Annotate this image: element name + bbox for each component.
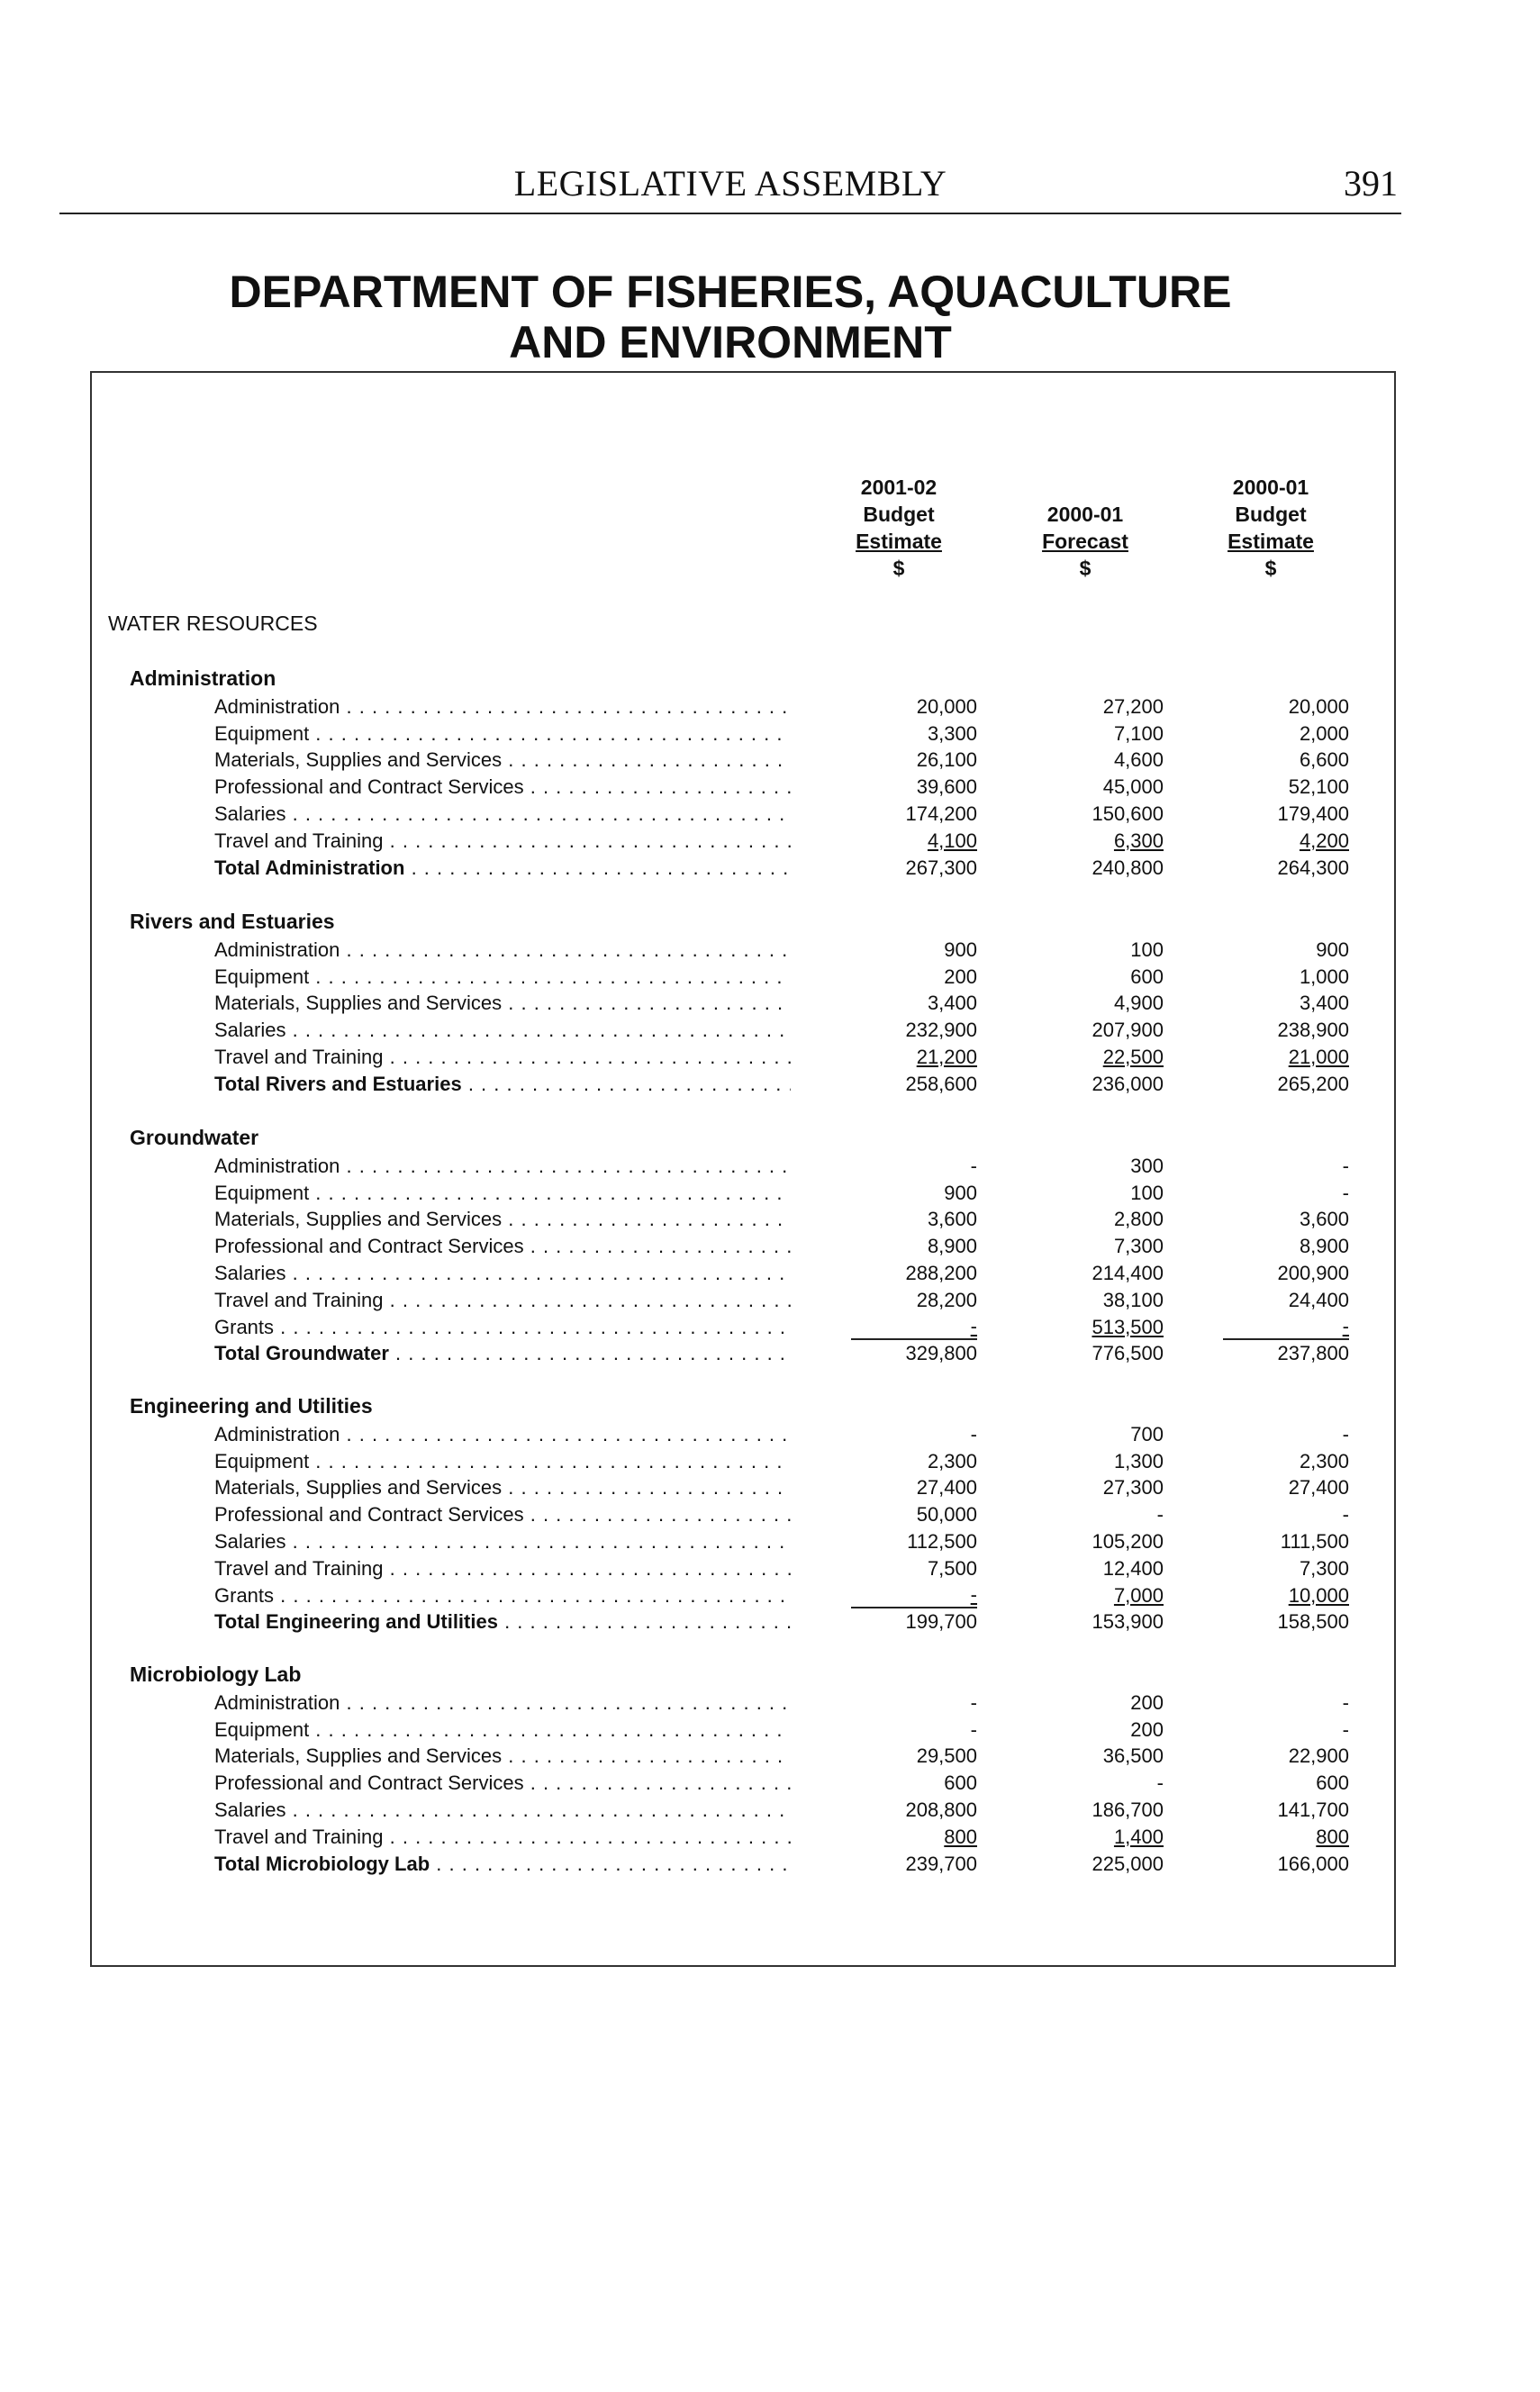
column-header-line: Estimate — [856, 530, 942, 553]
row-label: Equipment . . . — [214, 1448, 791, 1475]
total-label: Total Engineering and Utilities . . . — [214, 1608, 791, 1635]
total-row — [214, 1340, 1349, 1367]
value-cell: 20,000 — [1288, 694, 1349, 718]
table-row — [214, 693, 1349, 720]
value-cell: - — [1342, 1181, 1349, 1204]
total-row — [214, 1851, 1349, 1878]
total-label: Total Groundwater . . . — [214, 1340, 791, 1367]
value-cell: 3,400 — [927, 992, 977, 1015]
value-cell: - — [1342, 1503, 1349, 1527]
value-cell: 236,000 — [1092, 1072, 1164, 1095]
value-cell: 50,000 — [916, 1503, 977, 1527]
value-cell: 214,400 — [1092, 1262, 1164, 1284]
table-row — [214, 1153, 1349, 1180]
value-cell: - — [970, 1717, 977, 1741]
value-cell: 240,800 — [1092, 856, 1164, 879]
value-cell: 100 — [1130, 938, 1164, 961]
value-cell: 199,700 — [905, 1610, 977, 1634]
value-cell: - — [1342, 1422, 1349, 1445]
table-row — [214, 1797, 1349, 1824]
group-title: Administration — [130, 666, 276, 690]
column-header-line: Budget — [863, 503, 935, 526]
table-row — [214, 964, 1349, 991]
value-cell: 3,400 — [1299, 992, 1349, 1015]
running-head — [59, 162, 1401, 214]
value-cell: 7,300 — [1299, 1556, 1349, 1580]
column-header-line: 2000-01 — [1232, 476, 1309, 499]
value-cell: 22,500 — [1102, 1046, 1164, 1068]
value-cell: - — [1342, 1154, 1349, 1177]
value-cell: 27,400 — [1288, 1476, 1349, 1500]
value-cell: 174,200 — [905, 802, 977, 825]
row-label: Equipment . . . — [214, 964, 791, 991]
value-cell: 200,900 — [1277, 1262, 1349, 1284]
table-row — [214, 1743, 1349, 1770]
value-cell: - — [1342, 1690, 1349, 1714]
row-label: Grants . . . — [214, 1314, 791, 1341]
column-header-line: Estimate — [1227, 530, 1314, 553]
row-label: Travel and Training . . . — [214, 1824, 791, 1851]
column-header-line — [995, 474, 1175, 501]
value-cell: 4,200 — [1299, 829, 1349, 852]
value-cell: 200 — [944, 965, 977, 988]
value-cell: 20,000 — [916, 694, 977, 718]
column-header-unit: $ — [1079, 557, 1092, 580]
department-title-line-1: DEPARTMENT OF FISHERIES, AQUACULTURE — [229, 267, 1232, 317]
value-cell: 600 — [944, 1771, 977, 1795]
value-cell: 111,500 — [1280, 1530, 1349, 1553]
row-label: Administration . . . — [214, 1690, 791, 1717]
total-label: Total Administration . . . — [214, 855, 791, 882]
section-title: WATER RESOURCES — [108, 612, 318, 635]
total-label: Total Microbiology Lab . . . — [214, 1851, 791, 1878]
value-cell: 8,900 — [1299, 1235, 1349, 1258]
row-label: Materials, Supplies and Services . . . — [214, 1206, 791, 1233]
row-label: Professional and Contract Services . . . — [214, 1233, 791, 1260]
group-title: Microbiology Lab — [130, 1663, 302, 1686]
row-label: Travel and Training . . . — [214, 1287, 791, 1314]
value-cell: 3,600 — [927, 1208, 977, 1231]
value-cell: 21,200 — [916, 1046, 977, 1068]
value-cell: 2,300 — [927, 1449, 977, 1472]
value-cell: 900 — [944, 938, 977, 961]
value-cell: 2,300 — [1299, 1449, 1349, 1472]
table-row — [214, 1582, 1349, 1609]
value-cell: 153,900 — [1092, 1610, 1164, 1634]
value-cell: 200 — [1130, 1690, 1164, 1714]
value-cell: 2,000 — [1299, 721, 1349, 745]
value-cell: - — [970, 1690, 977, 1714]
table-row — [214, 828, 1349, 855]
value-cell: 39,600 — [916, 775, 977, 799]
value-cell: 36,500 — [1102, 1744, 1164, 1768]
value-cell: - — [1156, 1771, 1164, 1795]
value-cell: 7,500 — [927, 1556, 977, 1580]
table-row — [214, 1233, 1349, 1260]
row-label: Administration . . . — [214, 937, 791, 964]
table-row — [214, 1555, 1349, 1582]
table-row — [214, 720, 1349, 748]
column-header-2000-01-budget-estimate — [1181, 474, 1361, 582]
row-label: Salaries . . . — [214, 1797, 791, 1824]
value-cell: 4,600 — [1113, 748, 1164, 772]
value-cell: - — [851, 1582, 977, 1608]
table-row — [214, 1448, 1349, 1475]
total-label: Total Rivers and Estuaries . . . — [214, 1071, 791, 1098]
value-cell: 6,300 — [1113, 829, 1164, 852]
column-header-line: Budget — [1235, 503, 1307, 526]
row-label: Equipment . . . — [214, 1717, 791, 1744]
value-cell: 45,000 — [1102, 775, 1164, 799]
row-label: Grants . . . — [214, 1582, 791, 1609]
value-cell: 186,700 — [1092, 1799, 1164, 1821]
table-row — [214, 774, 1349, 801]
value-cell: 513,500 — [1092, 1315, 1164, 1338]
value-cell: 900 — [944, 1181, 977, 1204]
value-cell: 208,800 — [905, 1799, 977, 1821]
value-cell: 225,000 — [1092, 1852, 1164, 1875]
value-cell: 600 — [1316, 1771, 1349, 1795]
value-cell: 237,800 — [1277, 1342, 1349, 1365]
value-cell: 29,500 — [916, 1744, 977, 1768]
column-header-line: 2001-02 — [860, 476, 938, 499]
row-label: Salaries . . . — [214, 801, 791, 828]
row-label: Travel and Training . . . — [214, 1555, 791, 1582]
value-cell: 288,200 — [905, 1262, 977, 1284]
row-label: Equipment . . . — [214, 720, 791, 748]
value-cell: 4,900 — [1113, 992, 1164, 1015]
value-cell: 21,000 — [1288, 1046, 1349, 1068]
row-label: Administration . . . — [214, 1153, 791, 1180]
value-cell: 3,600 — [1299, 1208, 1349, 1231]
value-cell: 52,100 — [1288, 775, 1349, 799]
value-cell: 24,400 — [1288, 1288, 1349, 1311]
row-label: Administration . . . — [214, 693, 791, 720]
group-title: Groundwater — [130, 1126, 259, 1149]
value-cell: 900 — [1316, 938, 1349, 961]
table-row — [214, 1044, 1349, 1071]
table-row — [214, 1474, 1349, 1501]
row-label: Materials, Supplies and Services . . . — [214, 747, 791, 774]
row-label: Materials, Supplies and Services . . . — [214, 1743, 791, 1770]
value-cell: 26,100 — [916, 748, 977, 772]
row-label: Salaries . . . — [214, 1260, 791, 1287]
value-cell: 141,700 — [1277, 1799, 1349, 1821]
value-cell: 8,900 — [927, 1235, 977, 1258]
value-cell: 7,000 — [1113, 1583, 1164, 1607]
department-title — [59, 267, 1401, 367]
row-label: Equipment . . . — [214, 1180, 791, 1207]
value-cell: 158,500 — [1277, 1610, 1349, 1634]
table-row — [214, 801, 1349, 828]
value-cell: 258,600 — [905, 1072, 977, 1095]
column-header-2000-01-forecast — [995, 474, 1175, 582]
value-cell: 150,600 — [1092, 802, 1164, 825]
value-cell: 800 — [1316, 1825, 1349, 1848]
value-cell: 12,400 — [1102, 1556, 1164, 1580]
table-row — [214, 1770, 1349, 1797]
table-row — [214, 1501, 1349, 1528]
value-cell: 27,300 — [1102, 1476, 1164, 1500]
table-row — [214, 1824, 1349, 1851]
value-cell: 166,000 — [1277, 1852, 1349, 1875]
row-label: Professional and Contract Services . . . — [214, 1770, 791, 1797]
row-label: Materials, Supplies and Services . . . — [214, 1474, 791, 1501]
value-cell: 2,800 — [1113, 1208, 1164, 1231]
value-cell: 267,300 — [905, 856, 977, 879]
value-cell: 7,300 — [1113, 1235, 1164, 1258]
value-cell: 207,900 — [1092, 1019, 1164, 1042]
column-header-2001-02-budget-estimate — [809, 474, 989, 582]
value-cell: 600 — [1130, 965, 1164, 988]
row-label: Salaries . . . — [214, 1017, 791, 1044]
value-cell: 232,900 — [905, 1019, 977, 1042]
table-row — [214, 937, 1349, 964]
table-row — [214, 1287, 1349, 1314]
value-cell: 200 — [1130, 1717, 1164, 1741]
value-cell: 4,100 — [927, 829, 977, 852]
value-cell: 10,000 — [1288, 1583, 1349, 1607]
value-cell: 329,800 — [905, 1342, 977, 1365]
value-cell: 6,600 — [1299, 748, 1349, 772]
row-label: Travel and Training . . . — [214, 828, 791, 855]
group-title: Engineering and Utilities — [130, 1394, 373, 1418]
value-cell: 265,200 — [1277, 1072, 1349, 1095]
value-cell: 28,200 — [916, 1288, 977, 1311]
table-row — [214, 1690, 1349, 1717]
value-cell: 239,700 — [905, 1852, 977, 1875]
value-cell: 300 — [1130, 1154, 1164, 1177]
value-cell: 1,000 — [1299, 965, 1349, 988]
value-cell: 776,500 — [1092, 1342, 1164, 1365]
table-row — [214, 1314, 1349, 1341]
value-cell: 238,900 — [1277, 1019, 1349, 1042]
value-cell: 7,100 — [1113, 721, 1164, 745]
row-label: Administration . . . — [214, 1421, 791, 1448]
value-cell: 112,500 — [907, 1530, 977, 1553]
total-row — [214, 1071, 1349, 1098]
value-cell: 1,300 — [1113, 1449, 1164, 1472]
value-cell: - — [1156, 1503, 1164, 1527]
row-label: Professional and Contract Services . . . — [214, 774, 791, 801]
column-header-line: 2000-01 — [1046, 503, 1124, 526]
value-cell: 1,400 — [1113, 1825, 1164, 1848]
page-number: 391 — [1344, 163, 1398, 204]
value-cell: 105,200 — [1092, 1530, 1164, 1553]
table-row — [214, 990, 1349, 1017]
table-row — [214, 1260, 1349, 1287]
value-cell: 27,400 — [916, 1476, 977, 1500]
column-header-line: Forecast — [1042, 530, 1128, 553]
column-header-unit: $ — [1264, 557, 1277, 580]
row-label: Travel and Training . . . — [214, 1044, 791, 1071]
row-label: Materials, Supplies and Services . . . — [214, 990, 791, 1017]
row-label: Professional and Contract Services . . . — [214, 1501, 791, 1528]
value-cell: - — [970, 1154, 977, 1177]
value-cell: - — [851, 1314, 977, 1340]
value-cell: - — [1342, 1717, 1349, 1741]
value-cell: 800 — [944, 1825, 977, 1848]
value-cell: 100 — [1130, 1181, 1164, 1204]
column-header-unit: $ — [892, 557, 905, 580]
value-cell: 264,300 — [1277, 856, 1349, 879]
table-row — [214, 1528, 1349, 1555]
running-title: LEGISLATIVE ASSEMBLY — [513, 163, 947, 204]
table-row — [214, 747, 1349, 774]
table-row — [214, 1717, 1349, 1744]
total-row — [214, 1608, 1349, 1635]
value-cell: 27,200 — [1102, 694, 1164, 718]
group-title: Rivers and Estuaries — [130, 910, 335, 933]
value-cell: 700 — [1130, 1422, 1164, 1445]
row-label: Salaries . . . — [214, 1528, 791, 1555]
value-cell: 38,100 — [1102, 1288, 1164, 1311]
value-cell: - — [970, 1422, 977, 1445]
table-row — [214, 1180, 1349, 1207]
table-row — [214, 1421, 1349, 1448]
value-cell: 22,900 — [1288, 1744, 1349, 1768]
value-cell: 179,400 — [1277, 802, 1349, 825]
table-row — [214, 1017, 1349, 1044]
table-row — [214, 1206, 1349, 1233]
value-cell: 3,300 — [927, 721, 977, 745]
department-title-line-2: AND ENVIRONMENT — [509, 317, 952, 367]
total-row — [214, 855, 1349, 882]
value-cell: - — [1223, 1314, 1349, 1340]
